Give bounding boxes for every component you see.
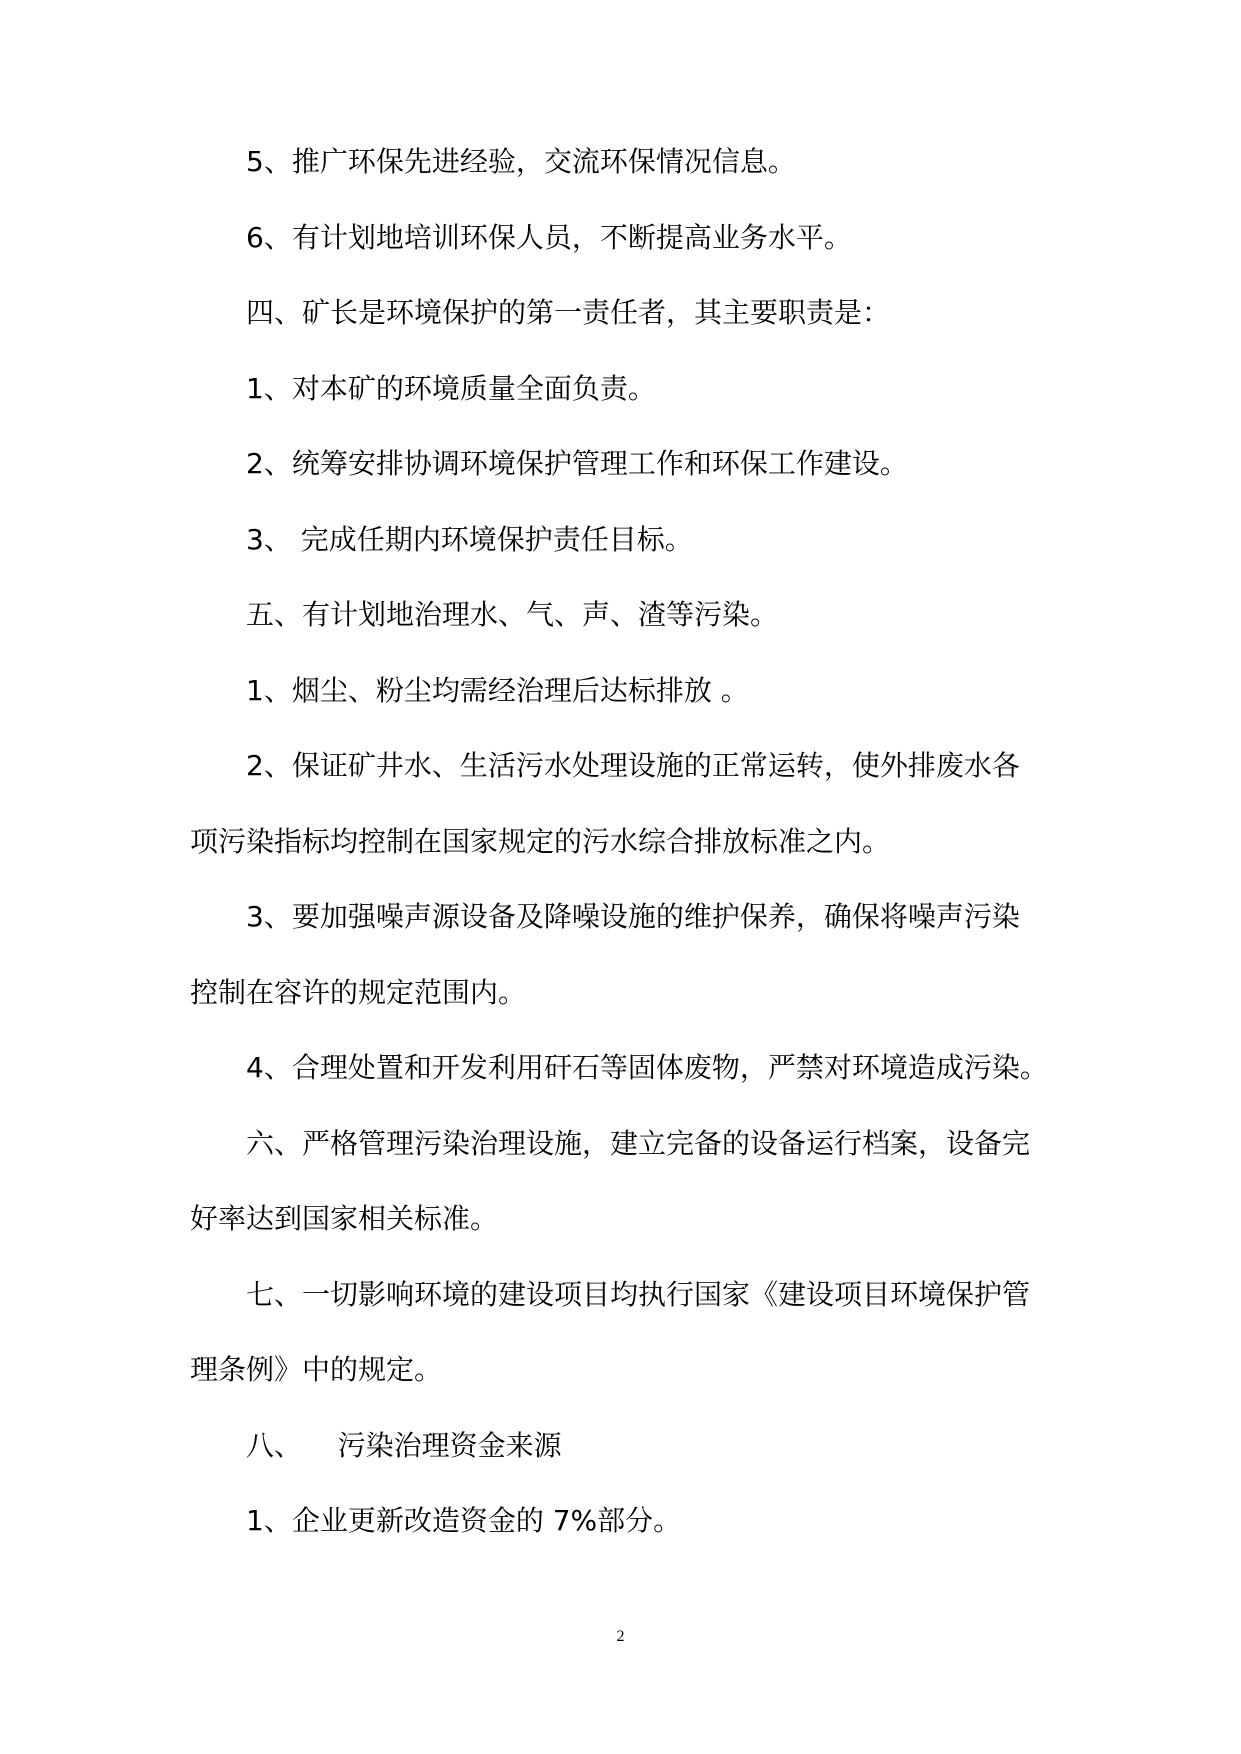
paragraph-line: 3、要加强噪声源设备及降噪设施的维护保养，确保将噪声污染 (246, 900, 1020, 933)
document-body (190, 143, 1070, 1578)
section-heading: 七、一切影响环境的建设项目均执行国家《建设项目环境保护管 (246, 1277, 1031, 1311)
section-heading: 八、 污染治理资金来源 (246, 1428, 562, 1462)
paragraph-line: 3、 完成任期内环境保护责任目标。 (246, 522, 693, 556)
paragraph-line: 5、推广环保先进经验，交流环保情况信息。 (246, 145, 796, 178)
section-heading: 五、有计划地治理水、气、声、渣等污染。 (246, 598, 779, 631)
section-heading: 六、严格管理污染治理设施，建立完备的设备运行档案，设备完 (246, 1126, 1031, 1160)
paragraph-continuation: 理条例》中的规定。 (190, 1353, 443, 1386)
section-heading: 四、矿长是环境保护的第一责任者，其主要职责是： (246, 296, 891, 329)
paragraph-continuation: 控制在容许的规定范围内。 (190, 975, 527, 1009)
paragraph-continuation: 项污染指标均控制在国家规定的污水综合排放标准之内。 (190, 824, 891, 858)
paragraph-line: 2、统筹安排协调环境保护管理工作和环保工作建设。 (246, 447, 908, 480)
paragraph-line: 1、企业更新改造资金的 7%部分。 (246, 1504, 682, 1537)
page-number: 2 (616, 1628, 625, 1645)
paragraph-line: 1、对本矿的环境质量全面负责。 (246, 371, 656, 405)
paragraph-line: 1、烟尘、粉尘均需经治理后达标排放 。 (246, 673, 749, 707)
paragraph-line: 6、有计划地培训环保人员，不断提高业务水平。 (246, 220, 852, 254)
paragraph-continuation: 好率达到国家相关标准。 (190, 1202, 499, 1235)
paragraph-line: 4、合理处置和开发利用矸石等固体废物，严禁对环境造成污染。 (246, 1051, 1048, 1084)
paragraph-line: 2、保证矿井水、生活污水处理设施的正常运转，使外排废水各 (246, 749, 1020, 782)
